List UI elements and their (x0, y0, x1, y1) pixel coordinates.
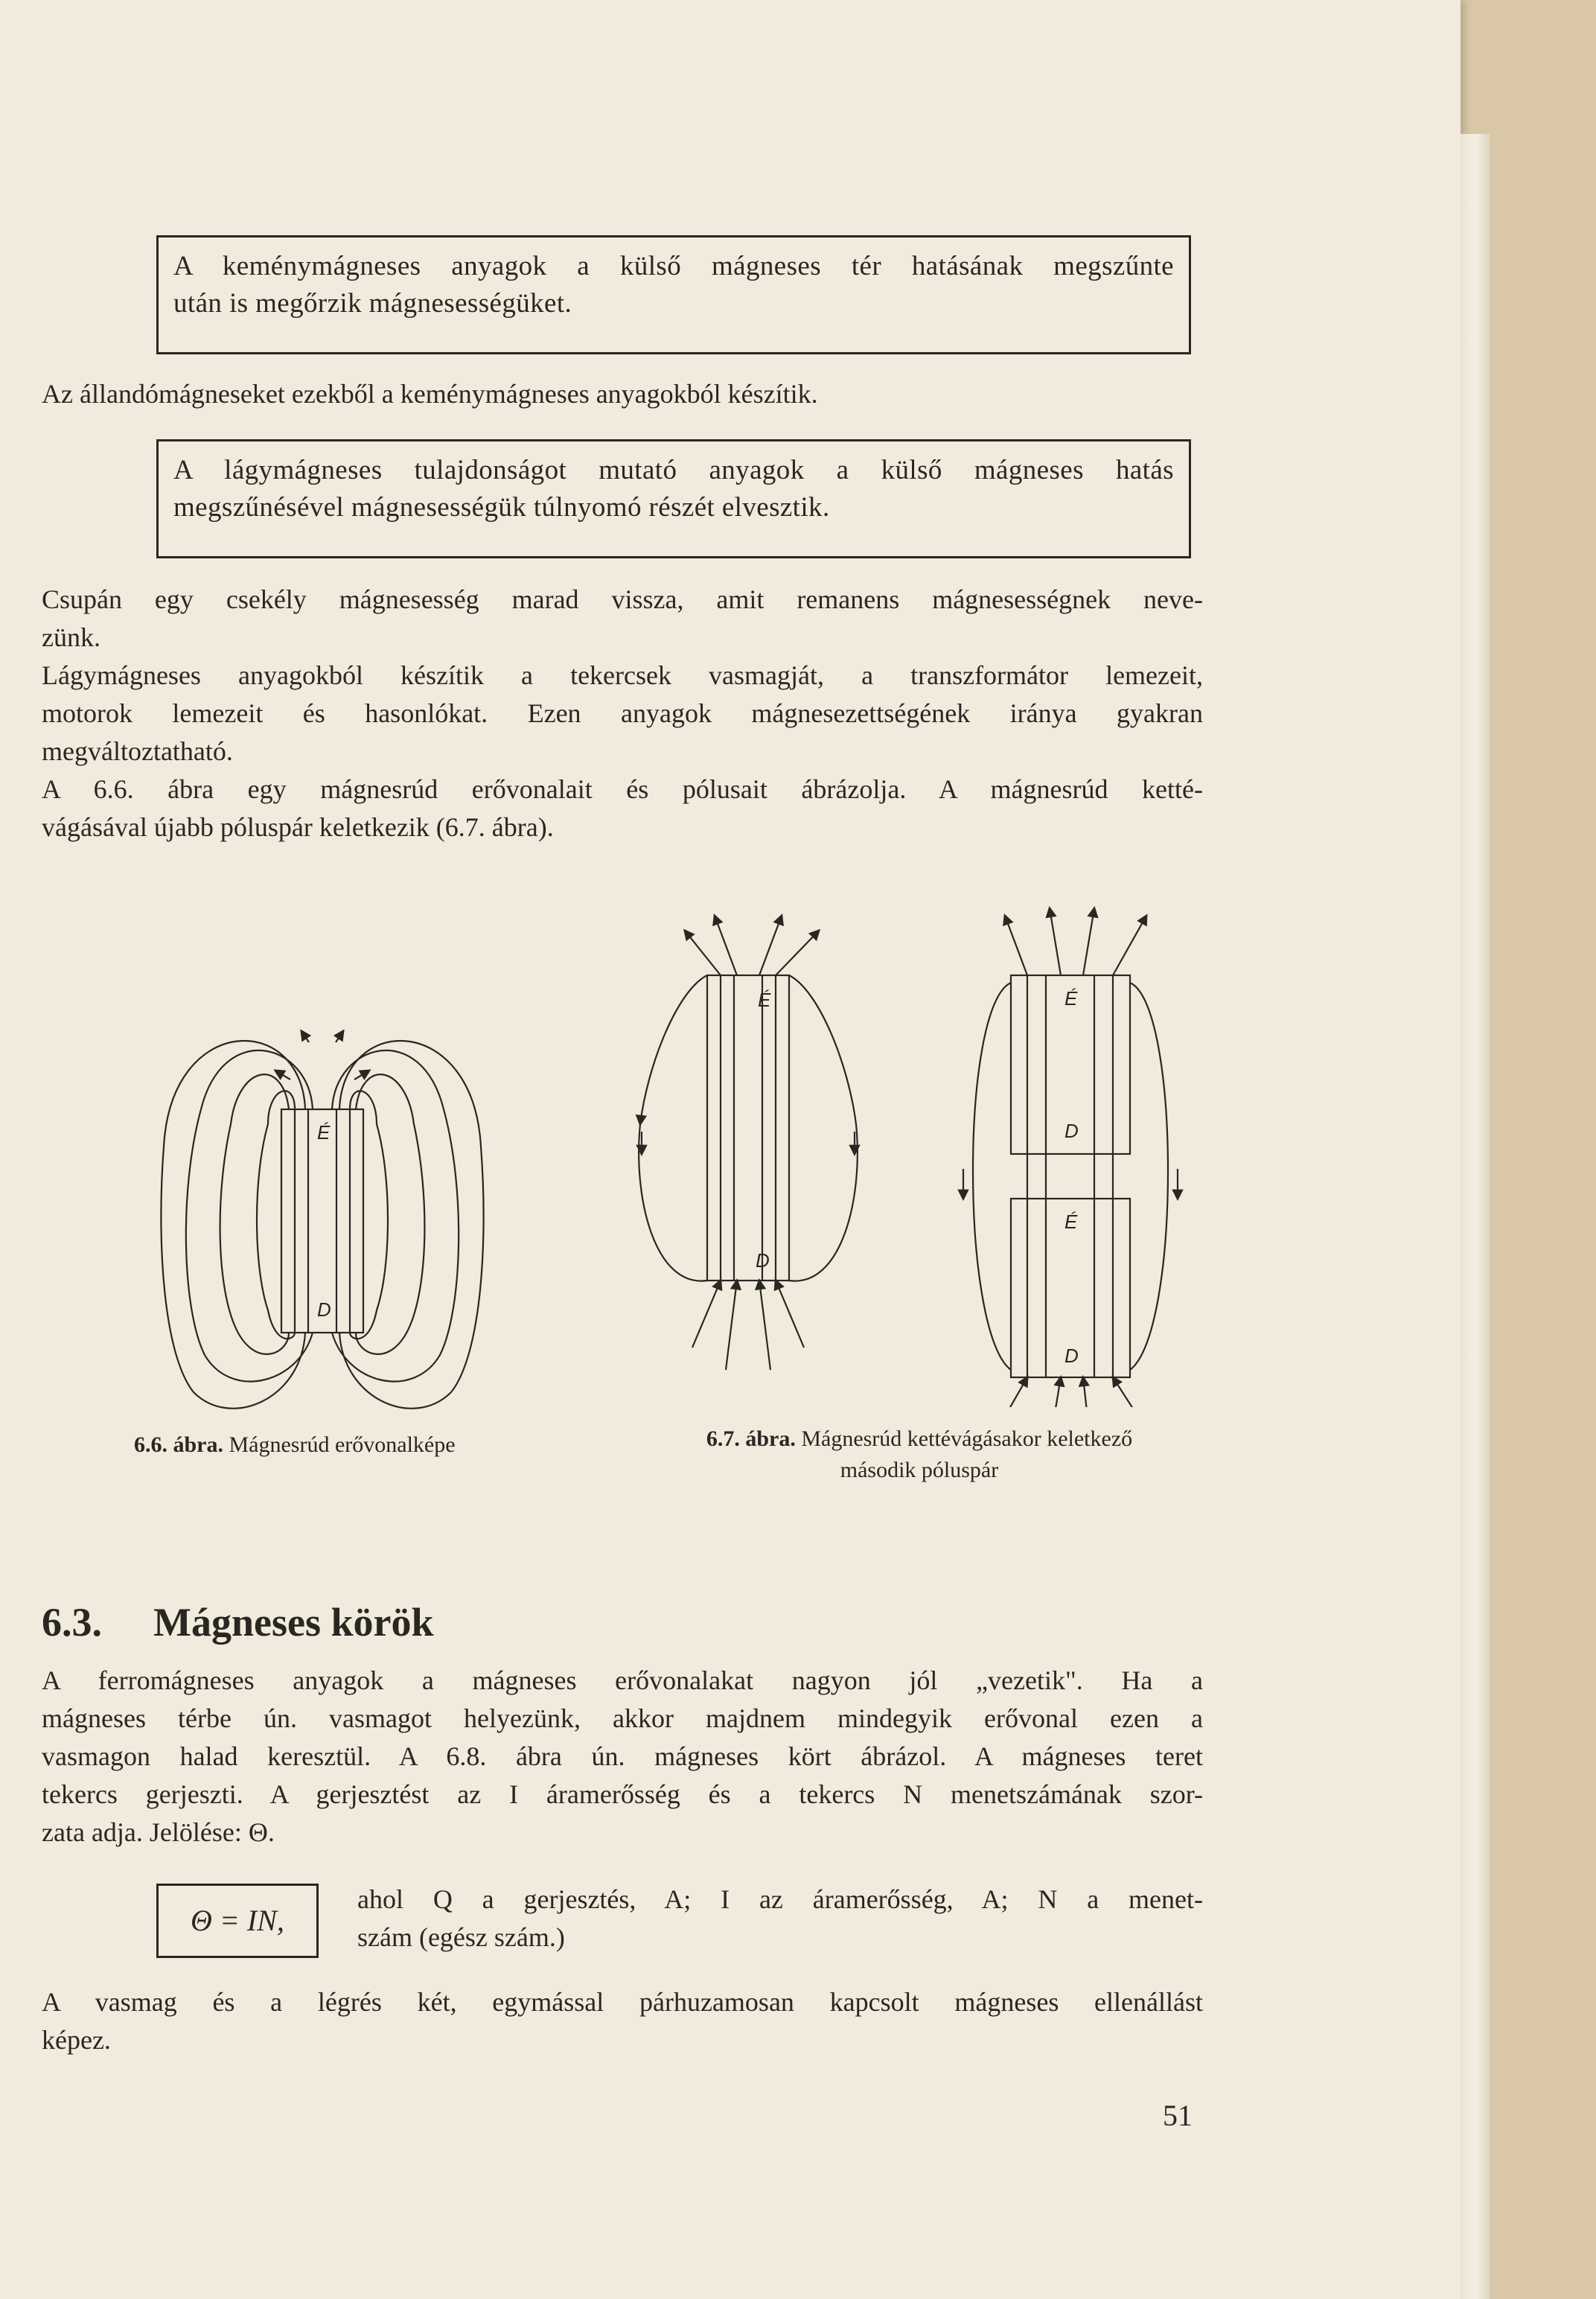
figure-6-6-caption-text: Mágnesrúd erővonalképe (229, 1432, 456, 1457)
formula-desc-line-1: ahol Q a gerjesztés, A; I az áramerősség, A; N a menet- (357, 1884, 1203, 1914)
figure-6-7-caption-number: 6.7. ábra. (706, 1426, 796, 1451)
paragraph-remanence (42, 581, 1203, 846)
figure-6-7-caption-line-1: Mágnesrúd kettévágásakor keletkező (801, 1426, 1133, 1451)
pole-label-south: D (317, 1298, 331, 1321)
p3-line-1: A ferromágneses anyagok a mágneses erővonalakat nagyon jól „vezetik". Ha a (42, 1665, 1203, 1695)
field-line-mid-left (220, 1074, 289, 1354)
p2-line-6: A 6.6. ábra egy mágnesrúd erővonalait és pólusait ábrázolja. A mágnesrúd ketté- (42, 774, 1203, 804)
p2-line-5: megváltoztatható. (42, 736, 233, 766)
figure-6-7-cut-magnet (633, 886, 1198, 1407)
figure-6-6-caption (134, 1429, 596, 1461)
box2-line-2: megszűnésével mágnesességük túlnyomó részét elvesztik. (173, 492, 830, 523)
box2-line-1: A lágymágneses tulajdonságot mutató anyagok a külső mágneses hatás (173, 455, 1174, 485)
p4-line-1: A vasmag és a légrés két, egymással párhuzamosan kapcsolt mágneses ellenállást (42, 1987, 1203, 2017)
field-line-inner-left (257, 1091, 295, 1339)
p2-line-1: Csupán egy csekély mágnesesség marad vissza, amit remanens mágnesességnek neve- (42, 584, 1203, 614)
upper-half-pole-south: D (1064, 1120, 1079, 1142)
section-title: Mágneses körök (153, 1600, 434, 1645)
box1-line-1: A keménymágneses anyagok a külső mágneses tér hatásának megszűnte (173, 251, 1174, 281)
p2-line-4: motorok lemezeit és hasonlókat. Ezen anyagok mágnesezettségének iránya gyakran (42, 698, 1203, 728)
field-line-mid-right (356, 1074, 424, 1354)
p4-line-2: képez. (42, 2025, 111, 2055)
formula-box: Θ = IN, (156, 1884, 319, 1958)
p3-line-3: vasmagon halad keresztül. A 6.8. ábra ún. mágneses kört ábrázol. A mágneses teret (42, 1741, 1203, 1771)
whole-magnet-pole-north: É (758, 989, 771, 1011)
field-line-inner-right (350, 1091, 388, 1339)
p3-line-5: zata adja. Jelölése: Θ. (42, 1817, 275, 1847)
paragraph-magnetic-circuits (42, 1662, 1203, 1852)
field-line-outermost-left (161, 1041, 305, 1409)
section-heading (42, 1599, 434, 1645)
lower-half-pole-south: D (1064, 1345, 1079, 1367)
formula-desc-line-2: szám (egész szám.) (357, 1922, 565, 1952)
definition-box-soft-magnetic (156, 439, 1191, 558)
formula-description (357, 1881, 1203, 1957)
figure-6-6-caption-number: 6.6. ábra. (134, 1432, 223, 1457)
figure-6-7-caption-line-2: második póluspár (840, 1458, 999, 1482)
definition-box-hard-magnetic (156, 235, 1191, 354)
field-line-outermost-right (339, 1041, 484, 1409)
upper-half-pole-north: É (1064, 987, 1078, 1010)
p2-line-7: vágásával újabb póluspár keletkezik (6.7. ábra). (42, 812, 554, 842)
lower-half-pole-north: É (1064, 1211, 1078, 1233)
p3-line-2: mágneses térbe ún. vasmagot helyezünk, akkor majdnem mindegyik erővonal ezen a (42, 1703, 1203, 1733)
section-number: 6.3. (42, 1600, 102, 1645)
p1-line: Az állandómágneseket ezekből a keménymágneses anyagokból készítik. (42, 379, 818, 409)
whole-bar-magnet (707, 975, 789, 1281)
page-edge-stack (1461, 134, 1490, 2299)
pole-label-north: É (317, 1121, 331, 1144)
p2-line-3: Lágymágneses anyagokból készítik a tekercsek vasmagját, a transzformátor lemezeit, (42, 660, 1203, 690)
figure-6-7-caption (636, 1423, 1202, 1486)
box1-line-2: után is megőrzik mágnesességüket. (173, 288, 572, 319)
paragraph-permanent-magnets (42, 375, 1203, 413)
paragraph-air-gap (42, 1983, 1203, 2059)
p3-line-4: tekercs gerjeszti. A gerjesztést az I áramerősség és a tekercs N menetszámának szor- (42, 1779, 1203, 1809)
page-number: 51 (1163, 2099, 1193, 2132)
p2-line-2: zünk. (42, 622, 100, 652)
whole-magnet-pole-south: D (756, 1249, 770, 1272)
figure-6-6-field-lines (149, 998, 506, 1415)
